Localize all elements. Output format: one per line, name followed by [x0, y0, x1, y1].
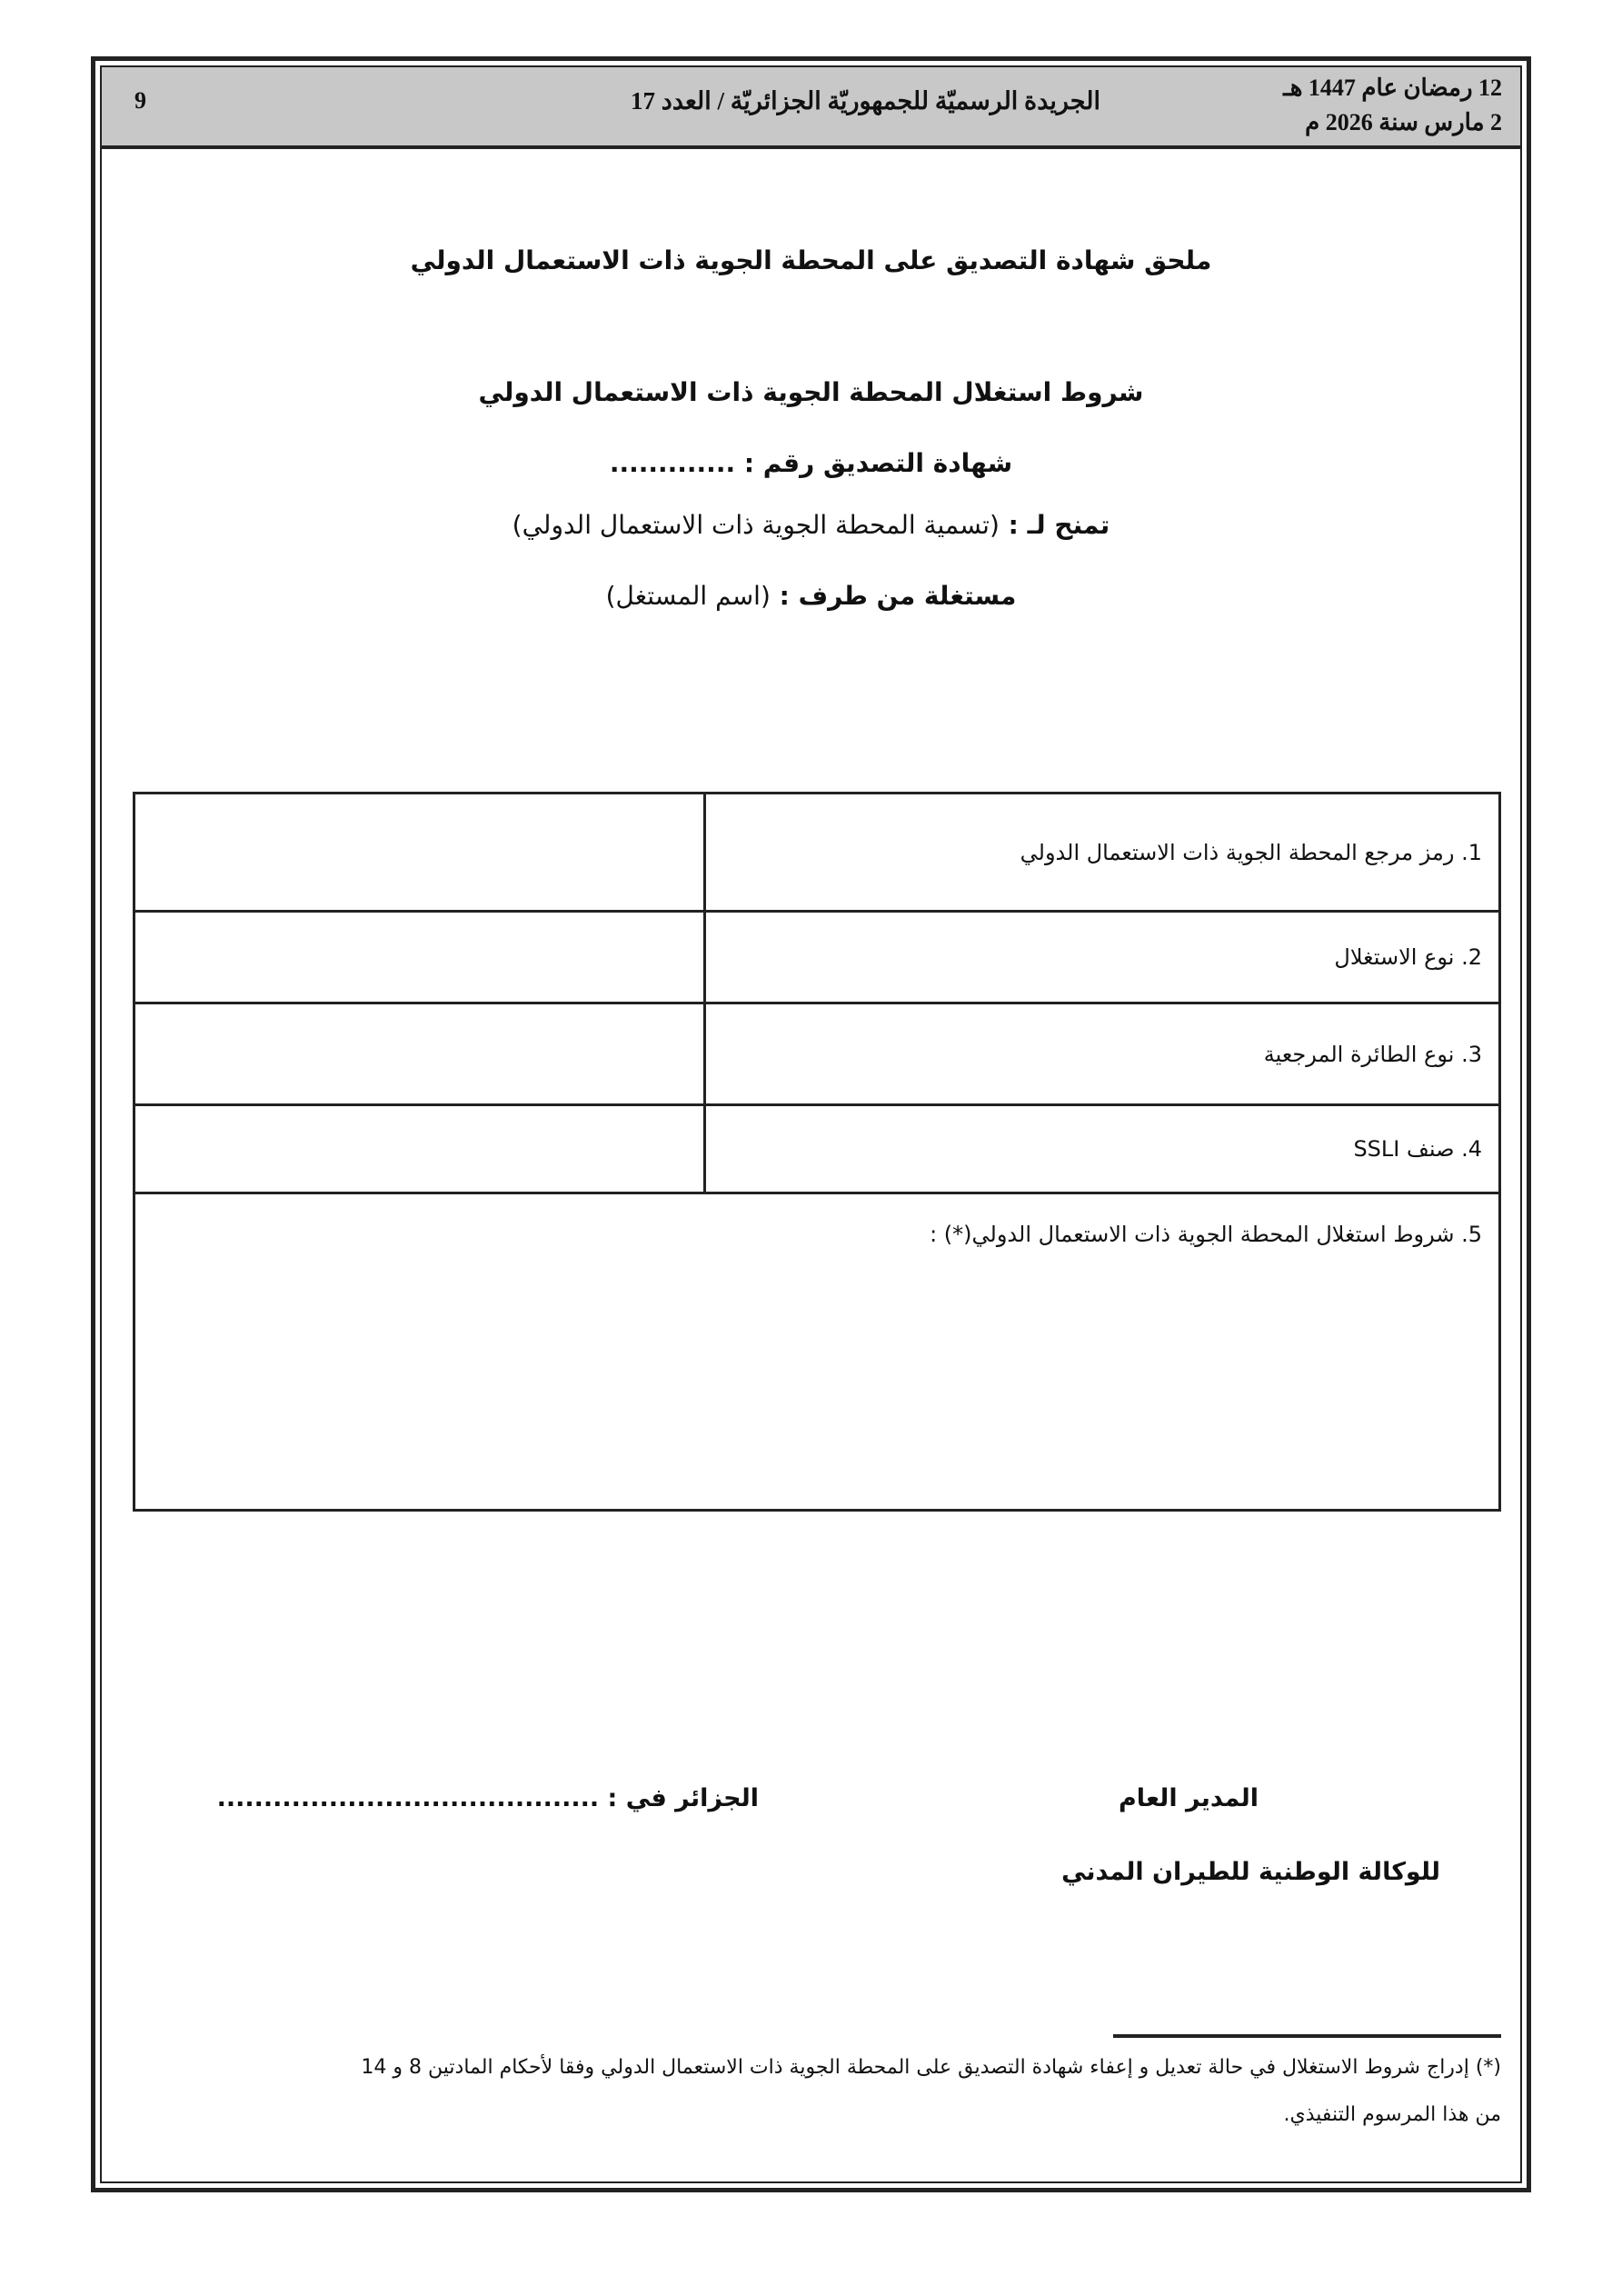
table-row	[134, 1003, 1500, 1105]
granted-to-label: تمنح لـ :	[1008, 510, 1110, 540]
footnote-divider	[1113, 2034, 1501, 2038]
director-title: المدير العام	[1119, 1784, 1259, 1812]
table-row	[134, 1105, 1500, 1193]
gazette-title: الجريدة الرسميّة للجمهوريّة الجزائريّة / العدد 17	[631, 87, 1100, 115]
row-label: 3. نوع الطائرة المرجعية	[705, 1003, 1500, 1105]
place-date: الجزائر في : .........................................	[216, 1784, 759, 1812]
conditions-title: شروط استغلال المحطة الجوية ذات الاستعمال الدولي	[478, 377, 1144, 407]
table-row-conditions	[134, 1193, 1500, 1511]
page-number: 9	[134, 87, 146, 114]
footnote-line-2: من هذا المرسوم التنفيذي.	[1283, 2103, 1501, 2126]
hijri-date: 12 رمضان عام 1447 هـ	[1283, 75, 1502, 101]
gregorian-date: 2 مارس سنة 2026 م	[1305, 109, 1502, 135]
conditions-table	[133, 792, 1501, 1512]
granted-to-value: (تسمية المحطة الجوية ذات الاستعمال الدولي)	[512, 510, 1000, 540]
footnote-line-1: (*) إدراج شروط الاستغلال في حالة تعديل و إعفاء شهادة التصديق على المحطة الجوية ذات الاستعمال الدولي وفقا لأحكام المادتين 8 و 14	[361, 2056, 1501, 2079]
operated-by	[0, 581, 1622, 611]
gazette-header	[102, 67, 1520, 149]
granted-to	[0, 510, 1622, 540]
row-label: 4. صنف SSLI	[705, 1105, 1500, 1193]
row-value	[134, 912, 705, 1003]
row-value	[134, 794, 705, 912]
agency-name: للوكالة الوطنية للطيران المدني	[1061, 1858, 1440, 1886]
row-value	[134, 1105, 705, 1193]
operated-by-label: مستغلة من طرف :	[779, 581, 1017, 611]
operated-by-value: (اسم المستغل)	[605, 581, 771, 611]
annex-title: ملحق شهادة التصديق على المحطة الجوية ذات الاستعمال الدولي	[410, 245, 1212, 275]
certificate-number: شهادة التصديق رقم : .............	[609, 448, 1013, 478]
row-label: 2. نوع الاستغلال	[705, 912, 1500, 1003]
table-row	[134, 794, 1500, 912]
conditions-cell: 5. شروط استغلال المحطة الجوية ذات الاستعمال الدولي(*) :	[134, 1193, 1500, 1511]
table-row	[134, 912, 1500, 1003]
row-value	[134, 1003, 705, 1105]
row-label: 1. رمز مرجع المحطة الجوية ذات الاستعمال الدولي	[705, 794, 1500, 912]
